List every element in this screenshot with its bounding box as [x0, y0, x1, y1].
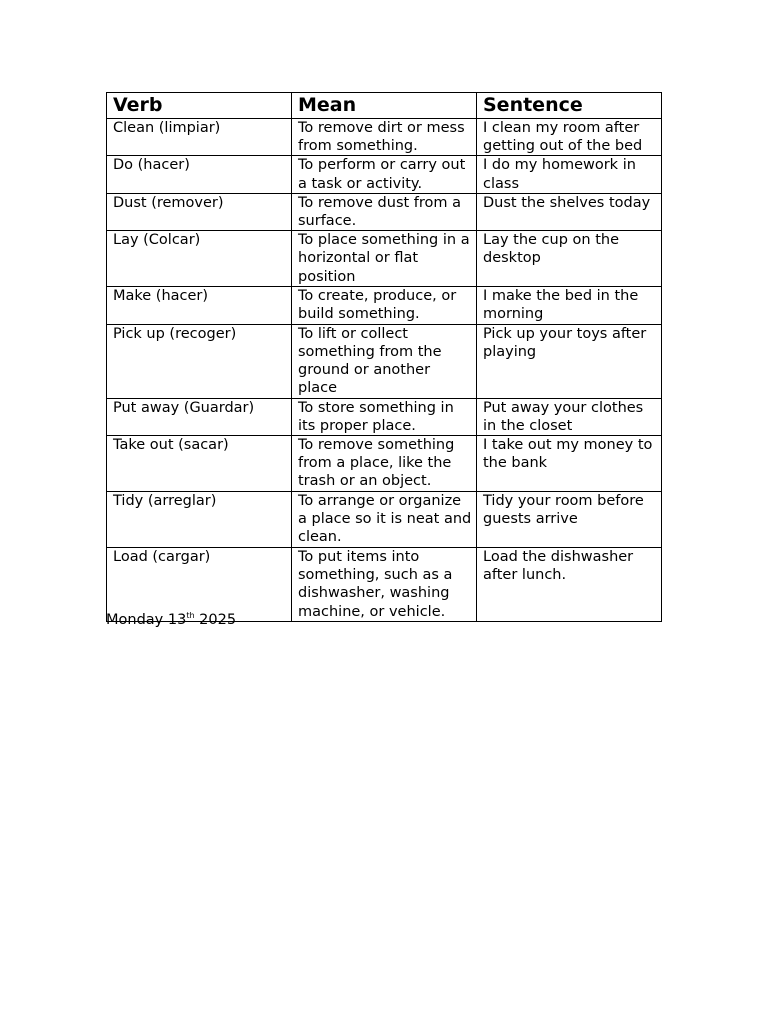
table-row — [107, 193, 662, 230]
table-row — [107, 492, 662, 548]
cell-mean: To remove dirt or mess from something. — [292, 119, 477, 156]
cell-mean: To put items into something, such as a dishwasher, washing machine, or vehicle. — [292, 548, 477, 622]
cell-verb: Clean (limpiar) — [107, 119, 292, 156]
cell-sentence: I do my homework in class — [477, 156, 662, 193]
cell-mean: To create, produce, or build something. — [292, 287, 477, 324]
cell-verb: Tidy (arreglar) — [107, 492, 292, 548]
cell-sentence: I clean my room after getting out of the bed — [477, 119, 662, 156]
cell-mean: To arrange or organize a place so it is neat and clean. — [292, 492, 477, 548]
date-line — [106, 611, 236, 629]
vocabulary-table — [106, 92, 662, 622]
cell-sentence: Dust the shelves today — [477, 193, 662, 230]
table-row — [107, 436, 662, 492]
date-ordinal-suffix: th — [186, 611, 195, 620]
date-year: 2025 — [194, 612, 237, 628]
cell-sentence: Put away your clothes in the closet — [477, 398, 662, 435]
cell-verb: Put away (Guardar) — [107, 398, 292, 435]
cell-mean: To perform or carry out a task or activity. — [292, 156, 477, 193]
cell-sentence: I make the bed in the morning — [477, 287, 662, 324]
table-header-row — [107, 93, 662, 119]
cell-mean: To place something in a horizontal or flat position — [292, 231, 477, 287]
header-sentence: Sentence — [477, 93, 662, 119]
header-mean: Mean — [292, 93, 477, 119]
table-row — [107, 324, 662, 398]
header-verb: Verb — [107, 93, 292, 119]
cell-verb: Lay (Colcar) — [107, 231, 292, 287]
cell-verb: Take out (sacar) — [107, 436, 292, 492]
cell-mean: To remove dust from a surface. — [292, 193, 477, 230]
cell-sentence: Pick up your toys after playing — [477, 324, 662, 398]
cell-mean: To store something in its proper place. — [292, 398, 477, 435]
cell-verb: Make (hacer) — [107, 287, 292, 324]
cell-verb: Pick up (recoger) — [107, 324, 292, 398]
date-prefix: Monday 13 — [106, 612, 187, 628]
cell-sentence: Load the dishwasher after lunch. — [477, 548, 662, 622]
cell-verb: Dust (remover) — [107, 193, 292, 230]
cell-sentence: Lay the cup on the desktop — [477, 231, 662, 287]
cell-mean: To remove something from a place, like the trash or an object. — [292, 436, 477, 492]
cell-mean: To lift or collect something from the ground or another place — [292, 324, 477, 398]
cell-verb: Load (cargar) — [107, 548, 292, 622]
cell-verb: Do (hacer) — [107, 156, 292, 193]
table-row — [107, 119, 662, 156]
table-row — [107, 398, 662, 435]
table-row — [107, 156, 662, 193]
cell-sentence: Tidy your room before guests arrive — [477, 492, 662, 548]
cell-sentence: I take out my money to the bank — [477, 436, 662, 492]
table-row — [107, 231, 662, 287]
table-row — [107, 287, 662, 324]
